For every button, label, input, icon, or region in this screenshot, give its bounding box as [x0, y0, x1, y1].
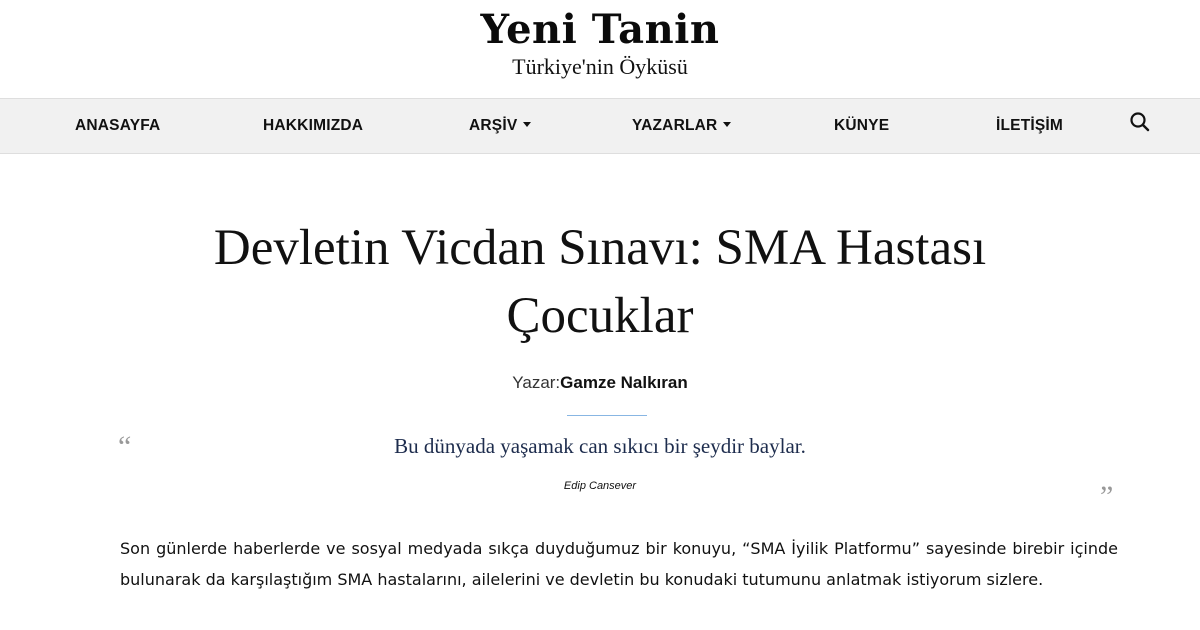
article-body-paragraph: Son günlerde haberlerde ve sosyal medyada sıkça duyduğumuz bir konuyu, “SMA İyilik Platformu” sayesinde birebir içinde bulunarak da karşılaştığım SMA hastalarını, ailelerini ve devletin bu konudaki tutumunu anlatmak istiyorum sizlere.: [120, 539, 1118, 589]
nav-item-hakkimizda[interactable]: [263, 117, 363, 135]
site-tagline: Türkiye'nin Öyküsü: [512, 54, 688, 79]
nav-item-label: YAZARLAR: [632, 117, 718, 134]
nav-item-label: KÜNYE: [834, 117, 890, 134]
title-divider: [567, 415, 647, 416]
chevron-down-icon: [723, 122, 731, 127]
site-logo[interactable]: Yeni Tanin: [480, 6, 720, 53]
epigraph-author: Edip Cansever: [563, 480, 637, 492]
author-label: Yazar:: [512, 373, 561, 392]
nav-item-anasayfa[interactable]: [75, 117, 160, 135]
nav-item-label: HAKKIMIZDA: [263, 117, 364, 134]
chevron-down-icon: [523, 122, 531, 127]
nav-item-iletisim[interactable]: [996, 117, 1063, 135]
quote-open-icon: “: [118, 430, 132, 463]
article-author: [0, 373, 1200, 393]
site-header: [0, 0, 1200, 98]
epigraph-quote: Bu dünyada yaşamak can sıkıcı bir şeydir baylar.: [394, 434, 806, 458]
article-title-line-2: Çocuklar: [506, 288, 694, 344]
nav-item-yazarlar[interactable]: [632, 117, 731, 135]
main-navigation: [0, 98, 1200, 154]
nav-item-label: İLETİŞİM: [996, 117, 1064, 134]
article-title-line-1: Devletin Vicdan Sınavı: SMA Hastası: [213, 220, 987, 276]
quote-close-icon: ”: [1100, 480, 1114, 513]
author-name-link[interactable]: Gamze Nalkıran: [560, 373, 688, 392]
nav-item-arsiv[interactable]: [469, 117, 531, 135]
search-icon[interactable]: [1129, 111, 1151, 133]
article-title: [160, 214, 1040, 350]
nav-item-kunye[interactable]: [834, 117, 889, 135]
nav-item-label: ANASAYFA: [75, 117, 161, 134]
nav-item-label: ARŞİV: [469, 117, 518, 134]
